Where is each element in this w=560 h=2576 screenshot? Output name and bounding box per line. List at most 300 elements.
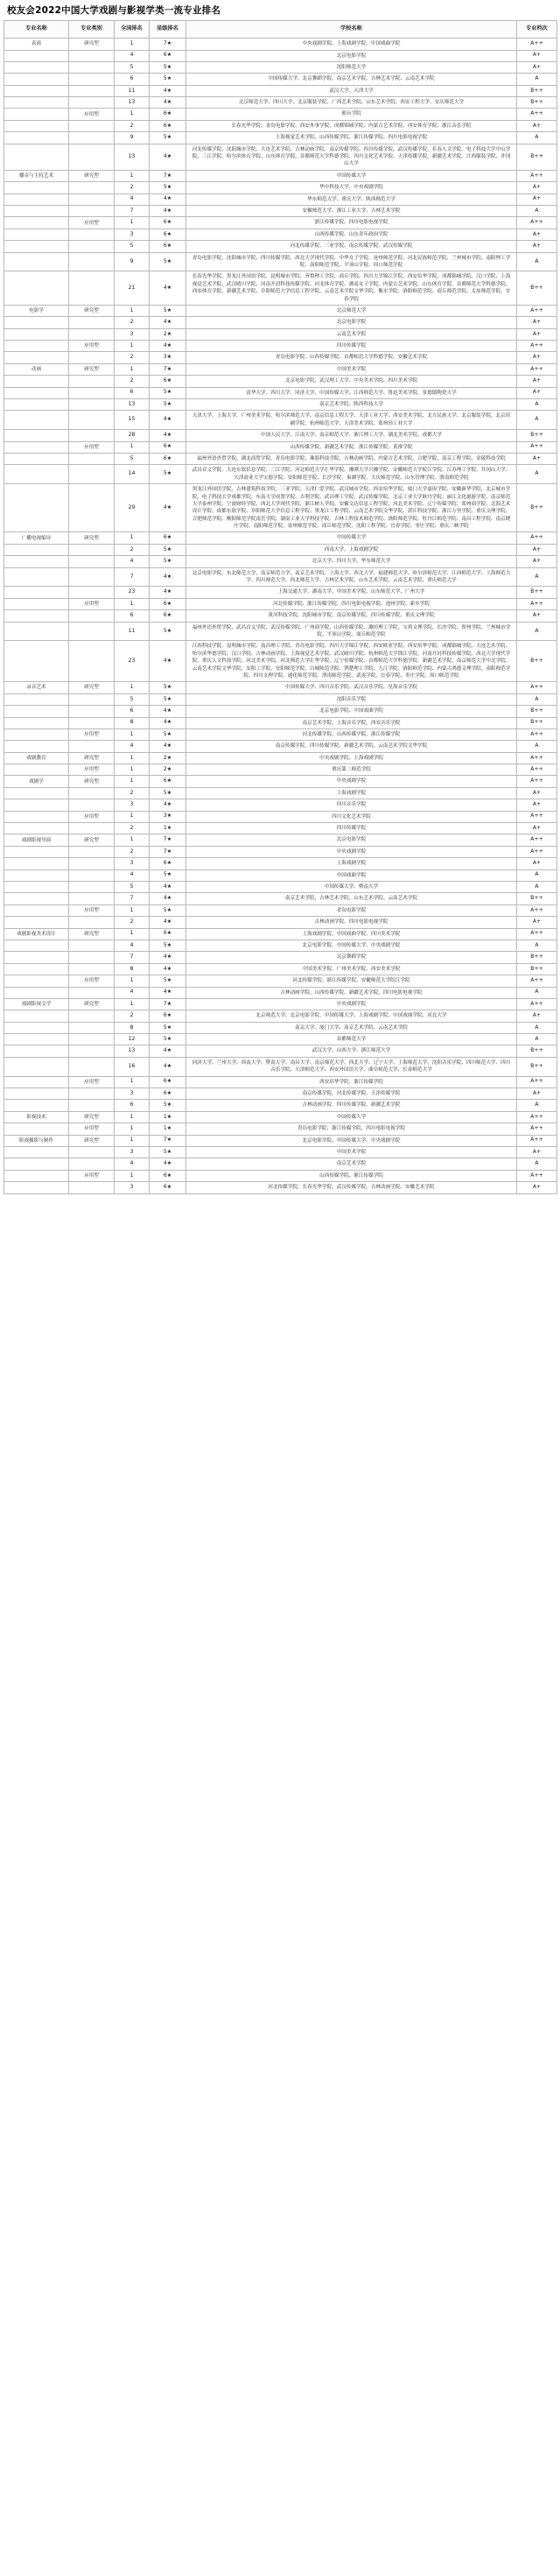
table-row [4, 881, 557, 892]
cell-star-rank: 5★ [150, 975, 186, 987]
cell-major [4, 787, 69, 799]
cell-type: 应用型 [69, 441, 115, 453]
cell-national-rank: 5 [115, 241, 150, 252]
cell-type: 应用型 [69, 975, 115, 987]
cell-star-rank: 4★ [150, 741, 186, 752]
cell-type [69, 376, 115, 387]
cell-school-name: 同济大学、兰州大学、西南大学、暨南大学、南昌大学、南京师范大学、西北大学、辽宁大学、上海师范大学、沈阳音乐学院、四川师范大学、四川音乐学院、天津师范大学、西安外国语大学、曲阜师范大学、长春师范大学 [186, 1057, 517, 1076]
cell-type: 研究型 [69, 1111, 115, 1123]
cell-major [4, 109, 69, 120]
cell-school-name: 河北传媒学院、浙江传媒学院、安徽师范大学皖江学院 [186, 975, 517, 987]
cell-tier: A+ [517, 50, 557, 61]
cell-type [69, 706, 115, 717]
cell-school-name: 黄河科技学院、沈阳城市学院、南京传媒学院、四川传媒学院、重庆文理学院 [186, 610, 517, 622]
cell-star-rank: 4★ [150, 893, 186, 904]
cell-star-rank: 5★ [150, 682, 186, 693]
cell-school-name: 北京师范大学、北京电影学院、中国传媒大学、上海戏剧学院、中国戏曲学院、河北大学 [186, 1010, 517, 1022]
cell-national-rank: 1 [115, 998, 150, 1010]
cell-school-name: 中国传媒大学 [186, 1111, 517, 1123]
cell-school-name: 吉林动画学院、四川传媒学院、新疆艺术学院 [186, 1100, 517, 1111]
cell-tier: A [517, 987, 557, 998]
cell-school-name: 北京电影学院、东北师范大学、南京师范大学、南京艺术学院、上海大学、西北大学、福建师范大学、哈尔滨师范大学、江西师范大学、上海师范大学、四川师范大学、西北师范大学、吉林艺术学院、山东艺术学院、云南艺术学院、重庆师范大学 [186, 567, 517, 587]
cell-type [69, 940, 115, 951]
cell-tier: A++ [517, 975, 557, 987]
cell-school-name: 青岛电影学院、山西传媒学院、首都师范大学科德学院、安徽艺术学院 [186, 352, 517, 363]
cell-tier: A++ [517, 39, 557, 50]
table-row [4, 441, 557, 453]
cell-type [69, 693, 115, 705]
cell-star-rank: 7★ [150, 846, 186, 857]
cell-major [4, 1057, 69, 1076]
cell-tier: A [517, 940, 557, 951]
cell-major: 电影学 [4, 305, 69, 316]
table-row [4, 252, 557, 271]
cell-star-rank: 7★ [150, 170, 186, 181]
cell-star-rank: 5★ [150, 132, 186, 144]
table-row [4, 484, 557, 532]
cell-major [4, 352, 69, 363]
table-row [4, 1034, 557, 1045]
cell-national-rank: 5 [115, 61, 150, 73]
table-row [4, 109, 557, 120]
table-row [4, 1182, 557, 1193]
cell-star-rank: 2★ [150, 752, 186, 764]
cell-star-rank: 6★ [150, 1088, 186, 1100]
cell-type [69, 399, 115, 411]
cell-national-rank: 21 [115, 271, 150, 306]
cell-type: 研究型 [69, 170, 115, 181]
cell-tier: A+ [517, 61, 557, 73]
cell-tier: B++ [517, 430, 557, 441]
cell-tier: A++ [517, 170, 557, 181]
cell-type [69, 430, 115, 441]
table-row [4, 682, 557, 693]
cell-major [4, 61, 69, 73]
table-row [4, 132, 557, 144]
cell-school-name: 长春光华学院、黑龙江外国语学院、昆明城市学院、齐鲁理工学院、商丘学院、四川大学锦江学院、西安培华学院、成都锦城学院、汉口学院、上海视觉艺术学院、武汉晴川学院、河南开封科技传媒学院、河北体育学院、湖南女子学院、内蒙古艺术学院、山东体育学院、首都师范大学科德学院、西安体育学院、新疆艺术学院、阜阳师范大学信息工程学院、云南艺术学院文华学院、衡水学院、洛阳师范学院、商丘师范学院、太原师范学院、宜春学院 [186, 271, 517, 306]
table-row [4, 706, 557, 717]
cell-star-rank: 3★ [150, 352, 186, 363]
cell-tier: A++ [517, 811, 557, 822]
cell-national-rank: 9 [115, 132, 150, 144]
cell-national-rank: 1 [115, 217, 150, 229]
cell-school-name: 中央戏剧学院、上海戏剧学院、中国戏曲学院 [186, 39, 517, 50]
cell-school-name: 吉林动画学院、四川电影电视学院 [186, 917, 517, 928]
cell-major: 戏剧教育 [4, 752, 69, 764]
cell-major [4, 952, 69, 963]
cell-school-name: 河北传媒学院、沈阳城市学院、大连艺术学院、吉林动画学院、南京传媒学院、四川传媒学院、武汉传媒学院、长春人文学院、电子科技大学中山学院、三江学院、哈尔滨体育学院、山东体育学院、首都师范大学科德学院、四川文化艺术学院、天津传媒学院、新疆艺术学院、江西服装学院、井冈山大学 [186, 144, 517, 170]
cell-type: 研究型 [69, 532, 115, 544]
cell-school-name: 河北传媒学院、三亚学院、南京传媒学院、武汉传媒学院 [186, 241, 517, 252]
cell-tier: A+ [517, 241, 557, 252]
cell-tier: B++ [517, 97, 557, 109]
cell-national-rank: 6 [115, 706, 150, 717]
cell-national-rank: 5 [115, 453, 150, 464]
cell-tier: A++ [517, 682, 557, 693]
table-row [4, 693, 557, 705]
cell-national-rank: 2 [115, 317, 150, 328]
table-row [4, 1057, 557, 1076]
cell-type [69, 952, 115, 963]
cell-national-rank: 4 [115, 194, 150, 205]
cell-major [4, 693, 69, 705]
cell-tier: A [517, 399, 557, 411]
cell-star-rank: 6★ [150, 1010, 186, 1022]
cell-school-name: 上海视觉艺术学院、山西传媒学院、浙江传媒学院、四川电影电视学院 [186, 132, 517, 144]
table-body [4, 39, 557, 1193]
cell-type [69, 641, 115, 682]
cell-school-name: 北京电影学院、中国传媒大学、中央戏剧学院 [186, 1135, 517, 1146]
cell-tier: A++ [517, 752, 557, 764]
cell-national-rank: 6 [115, 610, 150, 622]
cell-school-name: 武昌首义学院、大连东软信息学院、三江学院、河北师范大学汇华学院、湘潭大学兴湘学院、安徽师范大学皖江学院、江苏理工学院、井冈山大学、天津商业大学宝德学院、安阳师范学院、长沙学院、巢湖学院、大庆师范学院、山东管理学院、渭南师范学院 [186, 465, 517, 484]
cell-major [4, 144, 69, 170]
cell-tier: A++ [517, 764, 557, 776]
cell-national-rank: 7 [115, 567, 150, 587]
cell-star-rank: 5★ [150, 182, 186, 194]
cell-school-name: 福州外语外贸学院、武昌首义学院、武汉传媒学院、广州商学院、山西传媒学院、潍坊理工学院、宝鸡文理学院、长沙学院、贺州学院、兰州城市学院、平顶山学院、商丘师范学院 [186, 622, 517, 641]
cell-star-rank: 5★ [150, 399, 186, 411]
cell-type [69, 453, 115, 464]
cell-star-rank: 4★ [150, 484, 186, 532]
table-row [4, 387, 557, 398]
cell-major [4, 869, 69, 881]
cell-type [69, 411, 115, 430]
cell-tier: A+ [517, 317, 557, 328]
cell-school-name: 安徽师范大学、浙江工业大学、吉林艺术学院 [186, 205, 517, 216]
cell-school-name: 中国人民大学、江南大学、南京师范大学、浙江理工大学、湖北美术学院、成都大学 [186, 430, 517, 441]
cell-star-rank: 6★ [150, 229, 186, 240]
cell-major [4, 1022, 69, 1033]
cell-star-rank: 1★ [150, 823, 186, 834]
cell-school-name: 中国传媒大学、暨南大学 [186, 881, 517, 892]
cell-national-rank: 11 [115, 85, 150, 96]
cell-star-rank: 4★ [150, 411, 186, 430]
cell-tier: A++ [517, 928, 557, 940]
cell-star-rank: 4★ [150, 567, 186, 587]
cell-star-rank: 4★ [150, 799, 186, 811]
table-row [4, 1010, 557, 1022]
table-row [4, 928, 557, 940]
table-row [4, 205, 557, 216]
cell-star-rank: 5★ [150, 556, 186, 567]
cell-school-name: 南京艺术学院、吉林艺术学院、山东艺术学院、云南艺术学院 [186, 893, 517, 904]
cell-star-rank: 5★ [150, 940, 186, 951]
cell-star-rank: 6★ [150, 120, 186, 131]
cell-national-rank: 2 [115, 846, 150, 857]
column-header-major: 专业名称 [4, 21, 69, 39]
cell-type [69, 987, 115, 998]
cell-school-name: 中国美术学院 [186, 1146, 517, 1158]
cell-star-rank: 5★ [150, 305, 186, 316]
cell-tier: A++ [517, 1123, 557, 1135]
cell-national-rank: 1 [115, 928, 150, 940]
column-header-school-name: 学校名称 [186, 21, 517, 39]
table-row [4, 411, 557, 430]
cell-major [4, 120, 69, 131]
cell-major [4, 764, 69, 776]
table-row [4, 987, 557, 998]
cell-national-rank: 1 [115, 764, 150, 776]
cell-type [69, 194, 115, 205]
cell-school-name: 华中科技大学、中央戏剧学院 [186, 182, 517, 194]
cell-school-name: 青岛电影学院、浙江传媒学院、四川电影电视学院 [186, 1123, 517, 1135]
cell-type [69, 544, 115, 555]
cell-school-name: 南京艺术学院、陕西科技大学 [186, 399, 517, 411]
cell-star-rank: 5★ [150, 252, 186, 271]
cell-major [4, 917, 69, 928]
table-row [4, 752, 557, 764]
cell-type [69, 799, 115, 811]
cell-national-rank: 8 [115, 717, 150, 728]
table-row [4, 556, 557, 567]
cell-school-name: 四川传媒学院 [186, 823, 517, 834]
cell-type: 研究型 [69, 834, 115, 846]
cell-school-name: 四川传媒学院 [186, 341, 517, 352]
cell-type [69, 869, 115, 881]
table-row [4, 963, 557, 975]
cell-type [69, 893, 115, 904]
cell-major: 录音艺术 [4, 682, 69, 693]
cell-type: 应用型 [69, 598, 115, 609]
cell-type: 研究型 [69, 752, 115, 764]
cell-star-rank: 1★ [150, 1111, 186, 1123]
cell-type [69, 85, 115, 96]
cell-type [69, 1057, 115, 1076]
table-row [4, 532, 557, 544]
cell-tier: A [517, 252, 557, 271]
cell-tier: A++ [517, 217, 557, 229]
table-row [4, 1170, 557, 1181]
cell-tier: A [517, 1100, 557, 1111]
table-row [4, 952, 557, 963]
cell-type [69, 567, 115, 587]
cell-tier: A+ [517, 229, 557, 240]
cell-star-rank: 5★ [150, 1100, 186, 1111]
cell-major [4, 975, 69, 987]
cell-major [4, 881, 69, 892]
table-row [4, 641, 557, 682]
cell-tier: A+ [517, 120, 557, 131]
table-row [4, 97, 557, 109]
cell-school-name: 上海戏剧学院、中国戏曲学院、四川美术学院 [186, 928, 517, 940]
table-row [4, 1100, 557, 1111]
cell-tier: A++ [517, 776, 557, 787]
cell-tier: A++ [517, 846, 557, 857]
cell-tier: B++ [517, 717, 557, 728]
table-row [4, 846, 557, 857]
cell-type [69, 352, 115, 363]
cell-school-name: 北京舞蹈学院 [186, 952, 517, 963]
cell-type [69, 917, 115, 928]
cell-major [4, 706, 69, 717]
cell-tier: A++ [517, 1135, 557, 1146]
cell-major [4, 399, 69, 411]
cell-school-name: 中国美术学院 [186, 363, 517, 375]
cell-type: 应用型 [69, 764, 115, 776]
cell-tier: A++ [517, 1170, 557, 1181]
cell-type [69, 144, 115, 170]
cell-school-name: 四川音乐学院 [186, 799, 517, 811]
cell-star-rank: 5★ [150, 693, 186, 705]
cell-star-rank: 2★ [150, 764, 186, 776]
cell-major [4, 465, 69, 484]
cell-major [4, 1088, 69, 1100]
cell-type: 应用型 [69, 109, 115, 120]
cell-major [4, 97, 69, 109]
cell-national-rank: 8 [115, 1022, 150, 1033]
cell-school-name: 河北传媒学院、长春光华学院、武汉传媒学院、吉林动画学院、安徽艺术学院 [186, 1182, 517, 1193]
table-row [4, 587, 557, 598]
cell-star-rank: 4★ [150, 205, 186, 216]
cell-national-rank: 1 [115, 363, 150, 375]
cell-tier: A+ [517, 1146, 557, 1158]
cell-star-rank: 4★ [150, 706, 186, 717]
cell-star-rank: 4★ [150, 1158, 186, 1170]
cell-national-rank: 9 [115, 252, 150, 271]
cell-type [69, 1100, 115, 1111]
cell-national-rank: 4 [115, 940, 150, 951]
cell-type [69, 858, 115, 869]
cell-national-rank: 2 [115, 917, 150, 928]
cell-major [4, 846, 69, 857]
cell-national-rank: 2 [115, 120, 150, 131]
cell-school-name: 浙江传媒学院、四川电影电视学院 [186, 217, 517, 229]
cell-type [69, 1088, 115, 1100]
cell-major [4, 1045, 69, 1057]
table-row [4, 1022, 557, 1033]
cell-type [69, 556, 115, 567]
cell-tier: A+ [517, 787, 557, 799]
table-row [4, 229, 557, 240]
cell-school-name: 天津大学、上海大学、广州美术学院、哈尔滨师范大学、南京信息工程大学、天津工业大学、西安美术学院、北方民族大学、北京服装学院、北京印刷学院、杭州师范大学、天津美术学院、郑州轻工业大学 [186, 411, 517, 430]
table-row [4, 50, 557, 61]
cell-type: 研究型 [69, 998, 115, 1010]
cell-tier: B++ [517, 893, 557, 904]
cell-national-rank: 5 [115, 693, 150, 705]
cell-star-rank: 6★ [150, 776, 186, 787]
cell-type [69, 97, 115, 109]
table-row [4, 858, 557, 869]
cell-major [4, 811, 69, 822]
cell-type [69, 741, 115, 752]
cell-major [4, 194, 69, 205]
cell-major [4, 717, 69, 728]
table-row [4, 834, 557, 846]
cell-major [4, 556, 69, 567]
cell-star-rank: 7★ [150, 1135, 186, 1146]
table-row [4, 811, 557, 822]
cell-major [4, 963, 69, 975]
cell-star-rank: 4★ [150, 194, 186, 205]
cell-tier: A++ [517, 363, 557, 375]
cell-tier: A [517, 567, 557, 587]
cell-school-name: 北京师范大学 [186, 305, 517, 316]
cell-type [69, 132, 115, 144]
table-row [4, 1135, 557, 1146]
cell-tier: A [517, 622, 557, 641]
cell-national-rank: 7 [115, 205, 150, 216]
cell-national-rank: 4 [115, 50, 150, 61]
cell-tier: A+ [517, 376, 557, 387]
cell-star-rank: 6★ [150, 376, 186, 387]
table-row [4, 1123, 557, 1135]
column-header-tier: 专业档次 [517, 21, 557, 39]
cell-tier: A++ [517, 834, 557, 846]
cell-star-rank: 5★ [150, 387, 186, 398]
cell-star-rank: 4★ [150, 1045, 186, 1057]
cell-national-rank: 1 [115, 1123, 150, 1135]
cell-school-name: 福州外语外贸学院、湖北商贸学院、青岛电影学院、珠海科技学院、吉林动画学院、内蒙古艺术学院、合肥学院、南京工程学院、金陵科技学院 [186, 453, 517, 464]
cell-national-rank: 2 [115, 376, 150, 387]
cell-school-name: 上海戏剧学院 [186, 858, 517, 869]
cell-type: 应用型 [69, 341, 115, 352]
cell-major [4, 1182, 69, 1193]
cell-school-name: 中央戏剧学院 [186, 846, 517, 857]
cell-school-name: 武汉大学、天津大学 [186, 85, 517, 96]
cell-major [4, 587, 69, 598]
cell-national-rank: 7 [115, 893, 150, 904]
cell-type: 应用型 [69, 728, 115, 740]
cell-type: 应用型 [69, 1076, 115, 1087]
cell-star-rank: 7★ [150, 363, 186, 375]
table-row [4, 728, 557, 740]
cell-tier: B++ [517, 85, 557, 96]
cell-national-rank: 1 [115, 532, 150, 544]
cell-tier: A [517, 74, 557, 85]
cell-major: 戏剧影视美术设计 [4, 928, 69, 940]
table-row [4, 1045, 557, 1057]
cell-type: 研究型 [69, 776, 115, 787]
cell-tier: A+ [517, 544, 557, 555]
cell-tier: B++ [517, 144, 557, 170]
cell-national-rank: 1 [115, 598, 150, 609]
table-row [4, 144, 557, 170]
cell-star-rank: 6★ [150, 109, 186, 120]
cell-school-name: 山西传媒学院、浙江传媒学院 [186, 1170, 517, 1181]
cell-national-rank: 1 [115, 728, 150, 740]
cell-school-name: 云南艺术学院 [186, 328, 517, 340]
cell-type [69, 963, 115, 975]
cell-school-name: 长春光华学院、青岛电影学院、西安外事学院、成都锦城学院、内蒙古艺术学院、西安体育学院、浙江音乐学院 [186, 120, 517, 131]
cell-major [4, 893, 69, 904]
cell-national-rank: 3 [115, 229, 150, 240]
cell-star-rank: 4★ [150, 85, 186, 96]
cell-national-rank: 1 [115, 109, 150, 120]
cell-national-rank: 6 [115, 1100, 150, 1111]
cell-major [4, 1076, 69, 1087]
cell-tier: A+ [517, 610, 557, 622]
cell-tier: A++ [517, 728, 557, 740]
cell-major [4, 205, 69, 216]
cell-national-rank: 1 [115, 1111, 150, 1123]
cell-type [69, 1010, 115, 1022]
cell-school-name: 中国美术学院、广州美术学院、西安美术学院 [186, 963, 517, 975]
cell-national-rank: 13 [115, 144, 150, 170]
cell-star-rank: 6★ [150, 532, 186, 544]
cell-major [4, 217, 69, 229]
cell-major [4, 1010, 69, 1022]
cell-major [4, 241, 69, 252]
cell-national-rank: 15 [115, 411, 150, 430]
cell-major [4, 610, 69, 622]
cell-star-rank: 7★ [150, 39, 186, 50]
table-row [4, 717, 557, 728]
cell-national-rank: 4 [115, 741, 150, 752]
cell-star-rank: 7★ [150, 834, 186, 846]
cell-national-rank: 13 [115, 1045, 150, 1057]
cell-star-rank: 5★ [150, 465, 186, 484]
